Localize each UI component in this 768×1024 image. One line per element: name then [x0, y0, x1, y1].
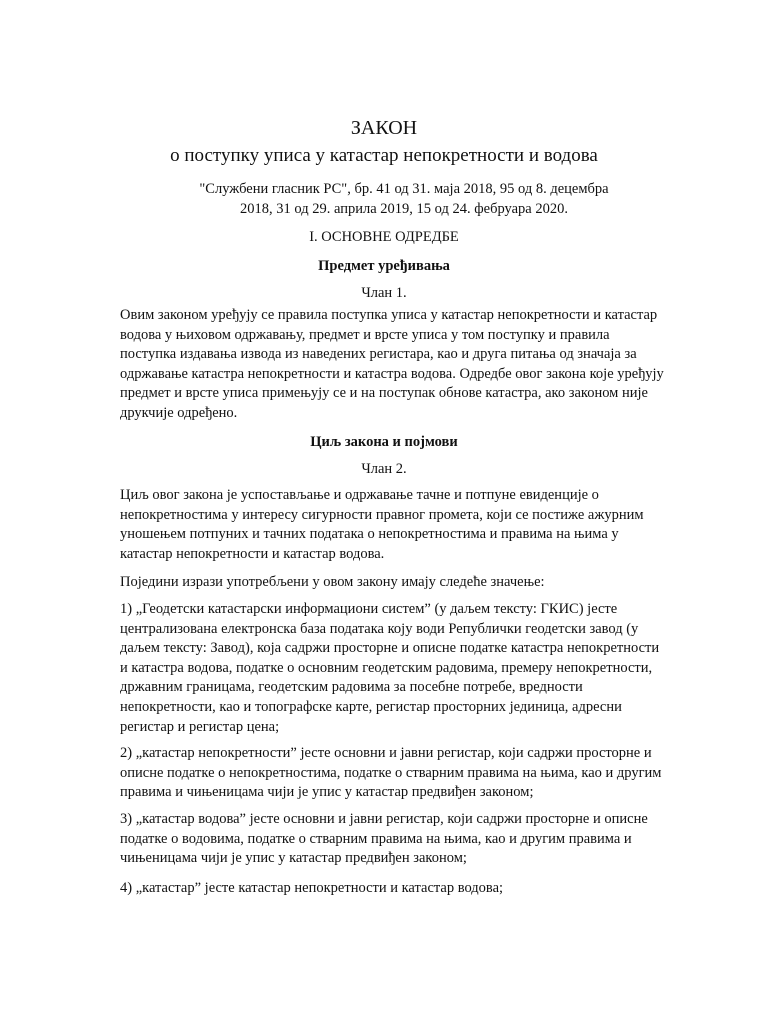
- definition-item: 2) „катастар непокретности” јесте основни и јавни регистар, који садржи просторне и описне податке о непокретностима, податке о стварним правима на њима, као и другим правима и чињеницама чији је упис у катастар предвиђен законом;: [120, 745, 662, 801]
- definition-item: 3) „катастар водова” јесте основни и јавни регистар, који садржи просторне и описне податке о водовима, податке о стварним правима на њима, као и другим правима и чињеницама чији је упис у катастар предвиђен законом;: [120, 811, 648, 867]
- article-2-text: Циљ овог закона је успостављање и одржавање тачне и потпуне евиденције о непокретностима у интересу сигурности правног промета, који се постиже ажурним уношењем потпуних и тачних података о непокретностима и правима на њима у катастар непокретности и катастар водова.: [120, 487, 644, 562]
- law-title: ЗАКОН: [350, 117, 418, 139]
- definitions-intro: Поједини изрази употребљени у овом закону имају следеће значење:: [120, 574, 545, 590]
- law-subtitle: о поступку уписа у катастар непокретности и водова: [170, 145, 598, 166]
- subject-heading: Предмет уређивања: [318, 258, 450, 274]
- gazette-reference: "Службени гласник РС", бр. 41 од 31. маја 2018, 95 од 8. децембра 2018, 31 од 29. априла 2019, 15 од 24. фебруара 2020.: [199, 181, 609, 217]
- goal-heading: Циљ закона и појмови: [310, 434, 458, 450]
- section-heading: I. ОСНОВНЕ ОДРЕДБЕ: [309, 229, 459, 245]
- article-1-text: Овим законом уређују се правила поступка уписа у катастар непокретности и катастар водова у њиховом одржавању, предмет и врсте уписа у том поступку и правила поступка издавања извода из наведених регистара, као и друга питања од значаја за одржавање катастра непокретности и катастра водова. Одредбе овог закона које уређују предмет и врсте уписа примењују се и на поступак обнове катастра, ако законом није друкчије одређено.: [120, 307, 664, 421]
- definition-item: 1) „Геодетски катастарски информациони систем” (у даљем тексту: ГКИС) јесте централизована електронска база података коју води Републички геодетски завод (у даљем тексту: Завод), која садржи просторне и описне податке катастра непокретности и катастра водова, податке о основним геодетским радовима, премеру непокретности, државним границама, геодетским радовима за посебне потребе, вредности непокретности, као и топографске карте, регистар просторних јединица, адресни регистар и регистар цена;: [120, 601, 660, 735]
- definition-item: 4) „катастар” јесте катастар непокретности и катастар водова;: [120, 880, 504, 896]
- article-1-label: Члан 1.: [361, 285, 407, 301]
- article-2-label: Члан 2.: [361, 461, 407, 477]
